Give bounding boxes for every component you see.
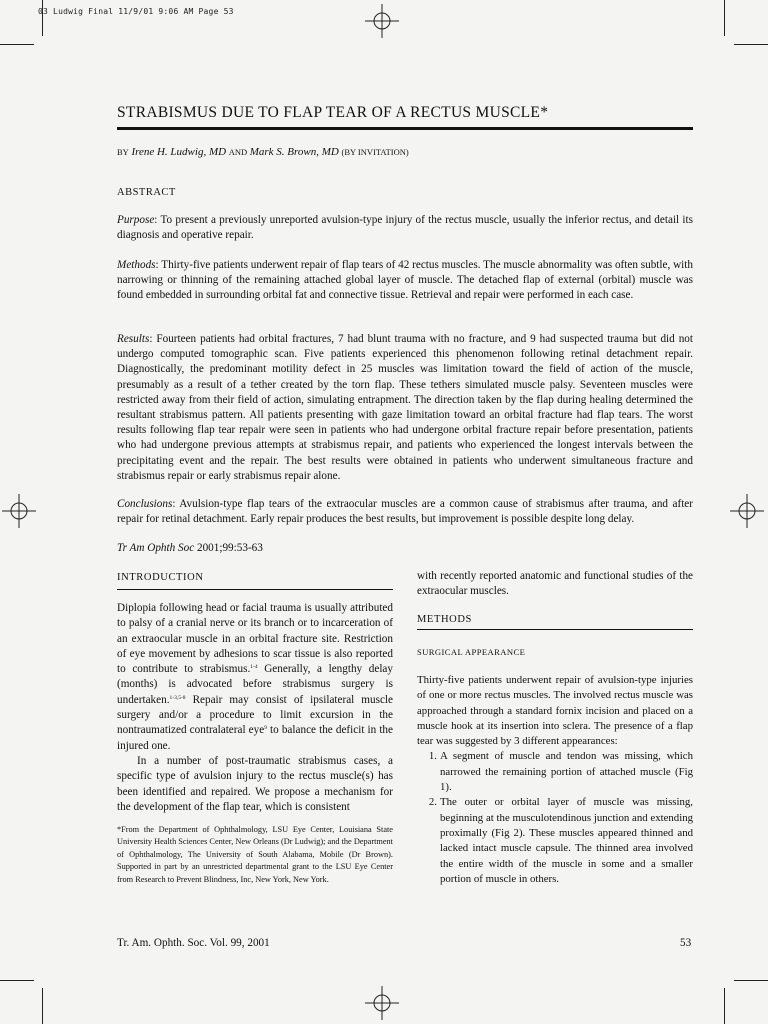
intro-p1-text-b: Generally, a lengthy delay (months) is advocated before strabismus surgery is undertaken.	[117, 663, 393, 706]
list-number: 2.	[428, 796, 437, 809]
conclusions-label: Conclusions	[117, 498, 173, 510]
citation-details: 2001;99:53-63	[194, 542, 263, 554]
registration-mark-bottom	[365, 986, 399, 1020]
methods-body	[417, 673, 693, 887]
article-title: STRABISMUS DUE TO FLAP TEAR OF A RECTUS MUSCLE*	[117, 104, 549, 121]
methods-list	[417, 749, 693, 887]
introduction-paragraph-2: In a number of post-traumatic strabismus cases, a specific type of avulsion injury to the rectus muscle(s) has been identified and repaired. We propose a mechanism for the development of the flap tear, which is consistent	[117, 754, 393, 813]
registration-mark-right	[730, 494, 764, 528]
citation-journal: Tr Am Ophth Soc	[117, 542, 195, 554]
introduction-rule	[117, 589, 393, 590]
intro-p1-text-d: to balance the deficit in the injured one.	[117, 724, 393, 752]
registration-mark-top	[365, 4, 399, 38]
methods-intro: Thirty-five patients underwent repair of avulsion-type injuries of one or more rectus muscles. The involved rectus muscle was approached through a standard fornix incision and placed on a muscle hook at its insertion into sclera. The presence of a flap tear was suggested by 3 different appearances:	[417, 674, 693, 748]
footnote: *From the Department of Ophthalmology, LSU Eye Center, Louisiana State University Health Sciences Center, New Orleans (Dr Ludwig); and the Department of Ophthalmology, The University of South Alabama, Mobile (Dr Brown). Supported in part by an unrestricted departmental grant to the LSU Eye Center from Research to Prevent Blindness, Inc, New York, New York.	[117, 825, 393, 884]
byline	[117, 146, 409, 158]
methods-text: : Thirty-five patients underwent repair of flap tears of 42 rectus muscles. The muscle abnormality was often subtle, with narrowing or thinning of the remaining attached global layer of muscle. The detached flap of external (orbital) muscle was found embedded in surrounding orbital fat and connective tissue. Retrieval and repair were performed in each case.	[117, 259, 693, 302]
methods-heading: METHODS	[417, 614, 472, 625]
list-number: 1.	[428, 750, 437, 763]
byline-invitation: (BY INVITATION)	[341, 147, 409, 157]
running-footer: Tr. Am. Ophth. Soc. Vol. 99, 2001	[117, 937, 270, 949]
conclusions-text: : Avulsion-type flap tears of the extraocular muscles are a common cause of strabismus after trauma, and after repair for retinal detachment. Early repair produces the best results, but improvement is possible despite long delay.	[117, 498, 693, 526]
abstract-heading: ABSTRACT	[117, 187, 176, 198]
abstract-results	[117, 332, 693, 484]
ref-superscript: 9	[264, 725, 267, 732]
purpose-text: : To present a previously unreported avulsion-type injury of the rectus muscle, usually the inferior rectus, and detail its diagnosis and operative repair.	[117, 214, 693, 242]
introduction-paragraph-1	[117, 601, 393, 754]
byline-and: AND	[228, 147, 248, 157]
registration-mark-left	[2, 494, 36, 528]
introduction-heading: INTRODUCTION	[117, 572, 204, 583]
abstract-purpose	[117, 213, 693, 243]
author-2: Mark S. Brown, MD	[249, 146, 339, 158]
abstract-methods	[117, 258, 693, 304]
page-number: 53	[680, 937, 692, 949]
introduction-continued: with recently reported anatomic and functional studies of the extraocular muscles.	[417, 570, 693, 598]
intro-p1-text-a: Diplopia following head or facial trauma is usually attributed to palsy of a cranial nerve or its branch or to incarceration of an extraocular muscle in an orbital fracture site. Restriction of eye movement by adhesions to scar tissue is also reported to contribute to strabismus.	[117, 602, 393, 676]
ref-superscript: 1-3,5-8	[169, 694, 186, 701]
citation	[117, 542, 263, 554]
intro-p1-text-c: Repair may consist of ipsilateral muscle surgery and/or a procedure to limit excursion in the nontraumatized contralateral eye	[117, 693, 393, 737]
abstract-conclusions	[117, 497, 693, 527]
list-item	[417, 795, 693, 887]
purpose-label: Purpose	[117, 214, 155, 226]
title-rule	[117, 127, 693, 130]
methods-label: Methods	[117, 259, 156, 271]
author-1: Irene H. Ludwig, MD	[131, 146, 227, 158]
list-item	[417, 749, 693, 795]
list-text: The outer or orbital layer of muscle was missing, beginning at the musculotendinous junction and extending proximally (Fig 2). These muscles appeared thinned and lacked intact muscle capsule. The thinned area involved the entire width of the muscle in some and a smaller portion of muscle in others.	[440, 796, 693, 885]
results-text: : Fourteen patients had orbital fractures, 7 had blunt trauma with no fracture, and 9 had suspected trauma but did not undergo computed tomographic scan. Five patients experienced this phenomenon following retinal detachment repair. Diagnostically, the predominant motility defect in 25 muscles was limitation toward the field of action of the muscle, presumably as a result of a tether created by the torn flap. These tethers simulated muscle palsy. Seventeen muscles were restricted away from their field of action, simulating entrapment. The direction taken by the flap during healing determined the resultant strabismus pattern. All patients presenting with gaze limitation toward an orbital fracture had flap tears. The worst results following flap tear repair were seen in patients who had undergone orbital fracture repair before presentation, patients who had undergone previous attempts at strabismus repair, and patients who experienced the longest intervals between the precipitating event and the repair. The best results were obtained in patients who underwent simultaneous fracture and strabismus repair or early strabismus repair alone.	[117, 333, 693, 482]
results-label: Results	[117, 333, 150, 345]
ref-superscript: 1-4	[250, 664, 258, 671]
introduction-body	[117, 601, 393, 815]
byline-by: BY	[117, 147, 129, 157]
surgical-appearance-heading: SURGICAL APPEARANCE	[417, 647, 526, 657]
list-text: A segment of muscle and tendon was missing, which narrowed the remaining portion of attached muscle (Fig 1).	[440, 750, 693, 794]
print-slug: 03 Ludwig Final 11/9/01 9:06 AM Page 53	[38, 7, 234, 16]
methods-rule	[417, 629, 693, 630]
